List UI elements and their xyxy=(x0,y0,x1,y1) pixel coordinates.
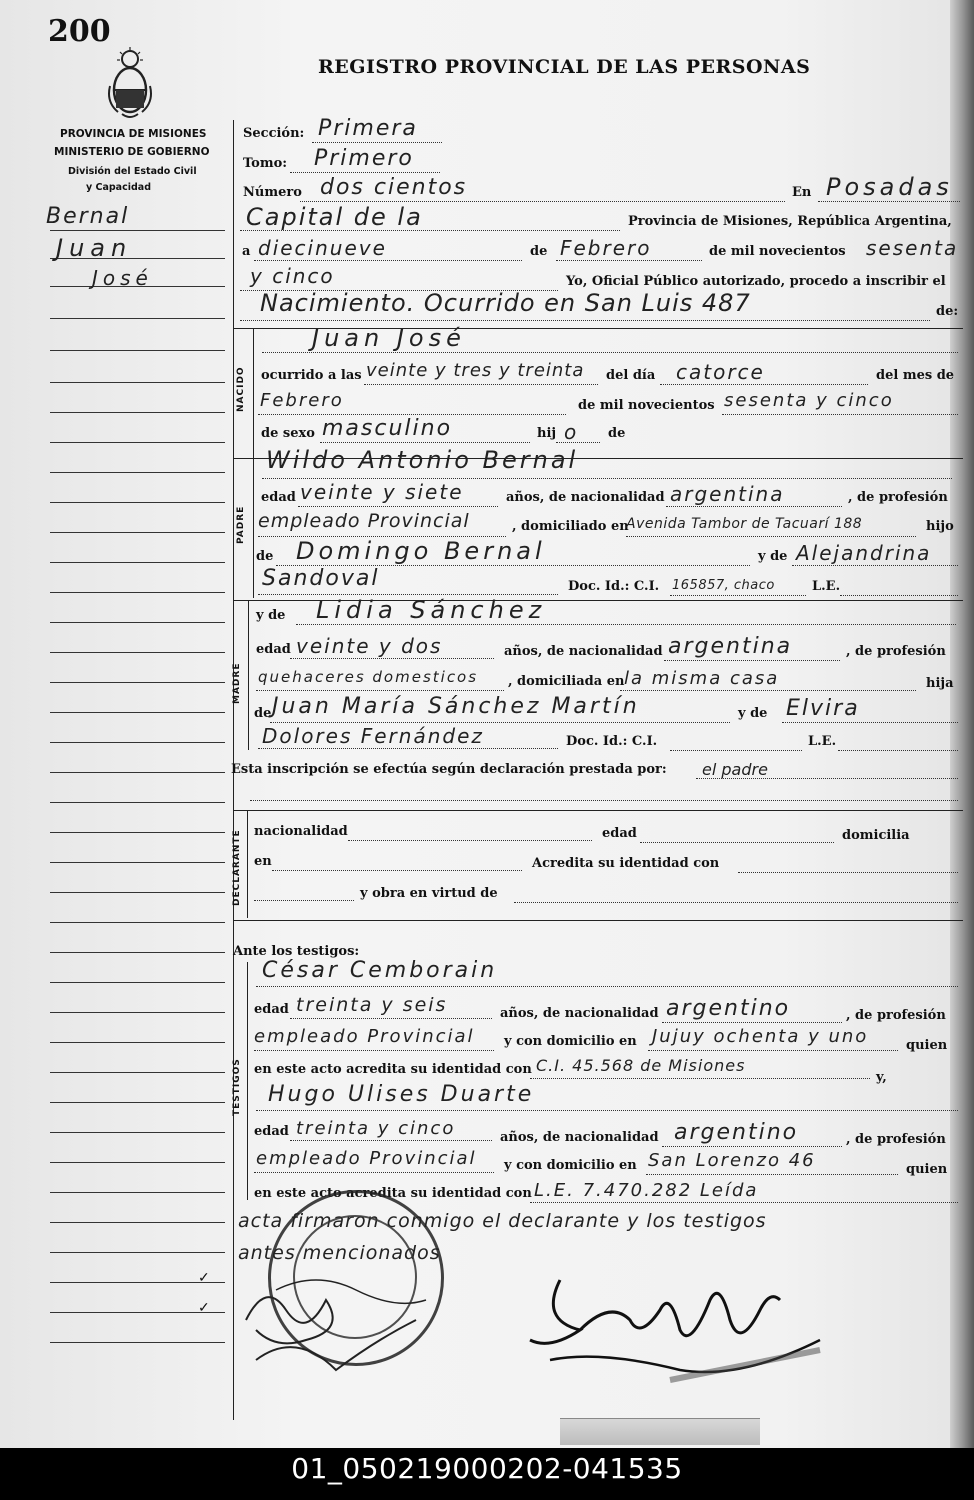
nacido-anio-value: sesenta y cinco xyxy=(724,390,894,411)
testigo1-prof-label: , de profesión xyxy=(846,1008,946,1023)
madre-profesion: quehaceres domesticos xyxy=(258,668,479,686)
declarante-obra-label: y obra en virtud de xyxy=(360,886,498,901)
witness-signature xyxy=(236,1260,446,1390)
padre-nac-label: años, de nacionalidad xyxy=(506,490,665,505)
en-label: En xyxy=(792,185,812,200)
padre-border xyxy=(253,458,254,598)
padre-edad-label: edad xyxy=(261,490,296,505)
padre-domicilio: Avenida Tambor de Tacuarí 188 xyxy=(626,516,863,532)
padre-nacionalidad: argentina xyxy=(670,482,785,506)
padre-madre: Alejandrina xyxy=(796,541,932,565)
padre-section-label: PADRE xyxy=(236,505,246,544)
madre-border xyxy=(248,600,249,750)
testigo2-prof: empleado Provincial xyxy=(256,1148,477,1169)
padre-madre-2: Sandoval xyxy=(262,566,380,591)
madre-edad-label: edad xyxy=(256,642,291,657)
testigo2-nac-label: años, de nacionalidad xyxy=(500,1130,659,1145)
testigo1-edad: treinta y seis xyxy=(296,994,448,1016)
mes-label: del mes de xyxy=(876,368,955,383)
madre-yde2-label: y de xyxy=(738,706,768,721)
testigo1-doc: C.I. 45.568 de Misiones xyxy=(536,1056,746,1075)
padre-le-label: L.E. xyxy=(812,579,841,594)
madre-nombre: Lidia Sánchez xyxy=(316,596,547,624)
testigos-border xyxy=(247,962,248,1200)
testigos-section-label: TESTIGOS xyxy=(232,1058,242,1116)
testigo-y-label: y, xyxy=(876,1070,887,1085)
testigo2-dom: San Lorenzo 46 xyxy=(648,1150,816,1171)
oficial-label: Yo, Oficial Público autorizado, procedo a inscribir el xyxy=(566,274,946,289)
declaracion-value: el padre xyxy=(702,760,768,779)
nacido-anio-label: de mil novecientos xyxy=(578,398,715,413)
testigo1-dom-label: y con domicilio en xyxy=(504,1034,637,1049)
division-label-2: y Capacidad xyxy=(86,182,151,193)
tomo-value: Primero xyxy=(314,146,414,171)
madre-prof-label: , de profesión xyxy=(846,644,946,659)
testigo1-edad-label: edad xyxy=(254,1002,289,1017)
declarante-en-label: en xyxy=(254,854,272,869)
ministry-label: MINISTERIO DE GOBIERNO xyxy=(54,146,210,158)
cierre-texto-2: antes mencionados xyxy=(238,1242,441,1264)
madre-madre: Elvira xyxy=(786,696,860,721)
register-title: REGISTRO PROVINCIAL DE LAS PERSONAS xyxy=(318,56,811,78)
nacido-border xyxy=(253,328,254,458)
testigos-ante-label: Ante los testigos: xyxy=(233,944,360,959)
page-number: 200 xyxy=(48,14,111,49)
province-label: PROVINCIA DE MISIONES xyxy=(60,128,207,140)
declarante-acredita-label: Acredita su identidad con xyxy=(532,856,720,871)
padre-dom-label: , domiciliado en xyxy=(512,519,629,534)
declaracion-label: Esta inscripción se efectúa según declaración prestada por: xyxy=(231,762,667,777)
padre-padre: Domingo Bernal xyxy=(296,537,546,565)
testigo2-edad-label: edad xyxy=(254,1124,289,1139)
nacido-section-label: NACIDO xyxy=(236,366,246,412)
testigo2-dom-label: y con domicilio en xyxy=(504,1158,637,1173)
padre-de-label: de xyxy=(256,549,274,564)
file-id: 01_050219000202-041535 xyxy=(291,1452,683,1485)
madre-section-label: MADRE xyxy=(232,662,242,704)
declarante-nac-label: nacionalidad xyxy=(254,824,348,839)
seccion-label: Sección: xyxy=(243,126,305,141)
nacido-dia-value: catorce xyxy=(676,360,765,384)
madre-madre-2: Dolores Fernández xyxy=(262,724,484,748)
de-end-label: de: xyxy=(936,304,959,319)
madre-doc-label: Doc. Id.: C.I. xyxy=(566,734,658,749)
anio-label: de mil novecientos xyxy=(709,244,846,259)
dia-value: diecinueve xyxy=(258,236,387,260)
sexo-label: de sexo xyxy=(261,426,315,441)
madre-domicilio: la misma casa xyxy=(624,668,780,689)
seccion-value: Primera xyxy=(318,116,418,141)
dia-label: del día xyxy=(606,368,656,383)
de-label: de xyxy=(530,244,548,259)
testigo1-dom: Jujuy ochenta y uno xyxy=(652,1026,869,1047)
nacido-nombre: Juan José xyxy=(312,324,466,352)
testigo1-prof: empleado Provincial xyxy=(254,1026,475,1047)
madre-de-label: de xyxy=(254,706,272,721)
coat-of-arms-icon xyxy=(104,46,156,120)
padre-edad-value: veinte y siete xyxy=(300,480,464,504)
division-label: División del Estado Civil xyxy=(68,166,197,177)
padre-yde-label: y de xyxy=(758,549,788,564)
anio-value: sesenta xyxy=(866,236,959,260)
hijo-label: hij xyxy=(537,426,557,441)
nacido-mes-value: Febrero xyxy=(260,390,344,411)
madre-nacionalidad: argentina xyxy=(668,634,793,659)
madre-nac-label: años, de nacionalidad xyxy=(504,644,663,659)
testigo2-doc: L.E. 7.470.282 Leída xyxy=(534,1180,759,1201)
section-divider xyxy=(233,810,963,811)
testigo2-acredita-label: en este acto acredita su identidad con xyxy=(254,1186,532,1201)
check-icon: ✓ xyxy=(198,1270,210,1286)
page-edge xyxy=(950,0,974,1448)
declarante-section-label: DECLARANTE xyxy=(232,829,242,906)
padre-doc-label: Doc. Id.: C.I. xyxy=(568,579,660,594)
madre-padre: Juan María Sánchez Martín xyxy=(272,694,640,719)
hora-value: veinte y tres y treinta xyxy=(366,360,585,381)
tomo-label: Tomo: xyxy=(243,156,288,171)
testigo1-acredita-label: en este acto acredita su identidad con xyxy=(254,1062,532,1077)
declarante-border xyxy=(247,810,248,918)
underlying-page xyxy=(560,1418,760,1445)
padre-hijo-label: hijo xyxy=(926,519,954,534)
lugar-value: Posadas xyxy=(826,173,953,201)
padre-prof-label: , de profesión xyxy=(848,490,948,505)
madre-dom-label: , domiciliada en xyxy=(508,674,625,689)
testigo2-nombre: Hugo Ulises Duarte xyxy=(268,1082,535,1107)
section-divider xyxy=(233,920,963,921)
margin-given-name: Juan xyxy=(56,234,133,262)
madre-le-label: L.E. xyxy=(808,734,837,749)
cierre-texto: acta firmaron conmigo el declarante y los testigos xyxy=(238,1210,767,1232)
testigo1-nac: argentino xyxy=(666,996,791,1021)
anio-value-2: y cinco xyxy=(250,264,335,288)
testigo1-nac-label: años, de nacionalidad xyxy=(500,1006,659,1021)
madre-hija-label: hija xyxy=(926,676,954,691)
nacido-de-label: de xyxy=(608,426,626,441)
check-icon: ✓ xyxy=(198,1300,210,1316)
testigo2-nac: argentino xyxy=(674,1120,799,1145)
mes-value: Febrero xyxy=(560,236,652,260)
numero-label: Número xyxy=(243,185,302,200)
declarante-dom-label: domicilia xyxy=(842,828,910,843)
testigo1-nombre: César Cemborain xyxy=(262,958,498,983)
declarante-edad-label: edad xyxy=(602,826,637,841)
margin-given-name-2: José xyxy=(92,266,153,290)
padre-profesion: empleado Provincial xyxy=(258,510,470,532)
padre-doc-value: 165857, chaco xyxy=(672,578,775,593)
testigo2-quien-label: quien xyxy=(906,1162,948,1177)
numero-value: dos cientos xyxy=(320,175,468,200)
ocurrido-label: ocurrido a las xyxy=(261,368,362,383)
testigo2-edad: treinta y cinco xyxy=(296,1118,456,1139)
madre-yde-label: y de xyxy=(256,608,286,623)
sexo-value: masculino xyxy=(322,416,453,441)
lugar-value-2: Capital de la xyxy=(246,203,423,231)
madre-edad-value: veinte y dos xyxy=(296,634,443,658)
officer-signature xyxy=(520,1260,860,1400)
margin-surname: Bernal xyxy=(46,204,130,229)
a-label: a xyxy=(242,244,251,259)
hijo-value: o xyxy=(564,420,579,444)
acto-value: Nacimiento. Ocurrido en San Luis 487 xyxy=(260,289,751,317)
testigo2-prof-label: , de profesión xyxy=(846,1132,946,1147)
padre-nombre: Wildo Antonio Bernal xyxy=(266,446,579,474)
testigo1-quien-label: quien xyxy=(906,1038,948,1053)
provincia-label: Provincia de Misiones, República Argentina, xyxy=(628,214,952,229)
